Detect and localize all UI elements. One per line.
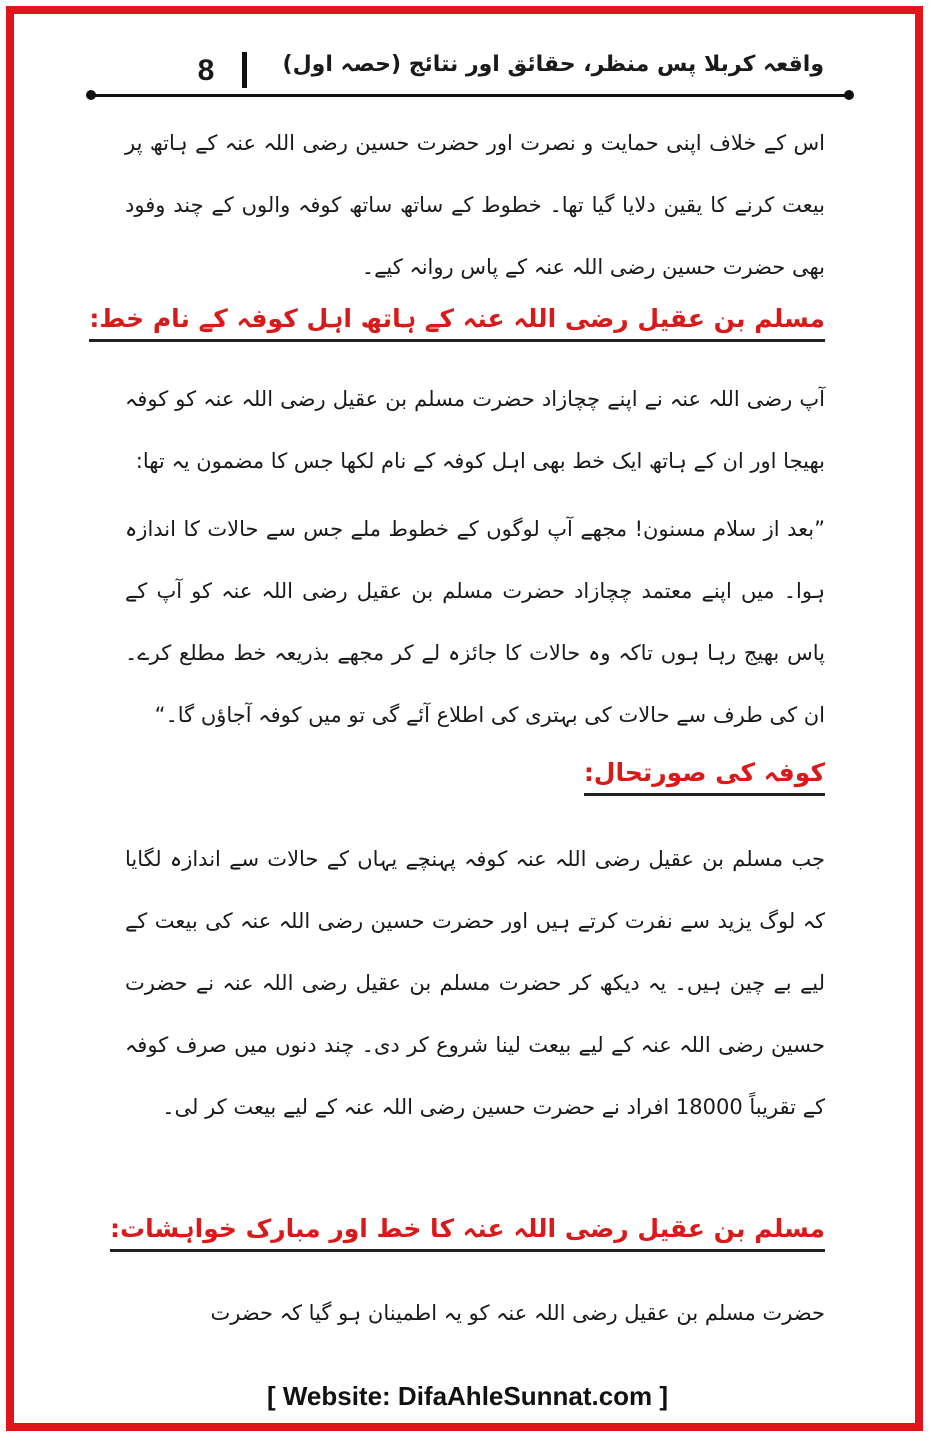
letter-quote: ”بعد از سلام مسنون! مجھے آپ لوگوں کے خطوط ملے جس سے حالات کا اندازہ ہوا۔ میں اپنے معتمد چچازاد حضرت مسلم بن عقیل رضی اللہ عنہ کو آپ کے پاس بھیج رہا ہوں تاکہ وہ حالات کا جائزہ لے کر مجھے بذریعہ خط مطلع کرے۔ ان کی طرف سے حالات کی بہتری کی اطلاع آئے گی تو میں کوفہ آجاؤں گا۔“ [125, 517, 825, 727]
intro-paragraph: اس کے خلاف اپنی حمایت و نصرت اور حضرت حسین رضی اللہ عنہ کے ہاتھ پر بیعت کرنے کا یقین دلایا گیا تھا۔ خطوط کے ساتھ ساتھ کوفہ والوں کے چند وفود بھی حضرت حسین رضی اللہ عنہ کے پاس روانہ کیے۔ [125, 131, 825, 279]
page-number: 8 [197, 54, 215, 87]
heading-letter-to-kufa: مسلم بن عقیل رضی اللہ عنہ کے ہاتھ اہل کوفہ کے نام خط: [89, 304, 825, 342]
book-title: واقعہ کربلا پس منظر، حقائق اور نتائج (حصہ اول) [282, 52, 824, 77]
website-footer: [ Website: DifaAhleSunnat.com ] [266, 1381, 669, 1411]
kufa-situation-paragraph: جب مسلم بن عقیل رضی اللہ عنہ کوفہ پہنچے یہاں کے حالات سے اندازہ لگایا کہ لوگ یزید سے نفرت کرتے ہیں اور حضرت حسین رضی اللہ عنہ کی بیعت کے لیے بے چین ہیں۔ یہ دیکھ کر حضرت مسلم بن عقیل رضی اللہ عنہ نے حضرت حسین رضی اللہ عنہ کے لیے بیعت لینا شروع کر دی۔ چند دنوں میں صرف کوفہ کے تقریباً 18000 افراد نے حضرت حسین رضی اللہ عنہ کے لیے بیعت کر لی۔ [125, 847, 825, 1119]
heading-muslim-letter: مسلم بن عقیل رضی اللہ عنہ کا خط اور مبارک خواہشات: [110, 1214, 825, 1252]
heading-kufa-situation: کوفہ کی صورتحال: [584, 758, 825, 796]
letter-intro-paragraph: آپ رضی اللہ عنہ نے اپنے چچازاد حضرت مسلم بن عقیل رضی اللہ عنہ کو کوفہ بھیجا اور ان کے ہاتھ ایک خط بھی اہل کوفہ کے نام لکھا جس کا مضمون یہ تھا: [125, 387, 825, 473]
final-paragraph: حضرت مسلم بن عقیل رضی اللہ عنہ کو یہ اطمینان ہو گیا کہ حضرت [210, 1301, 825, 1325]
header-divider [242, 52, 247, 88]
header-rule [92, 94, 848, 97]
page-header [98, 50, 840, 92]
